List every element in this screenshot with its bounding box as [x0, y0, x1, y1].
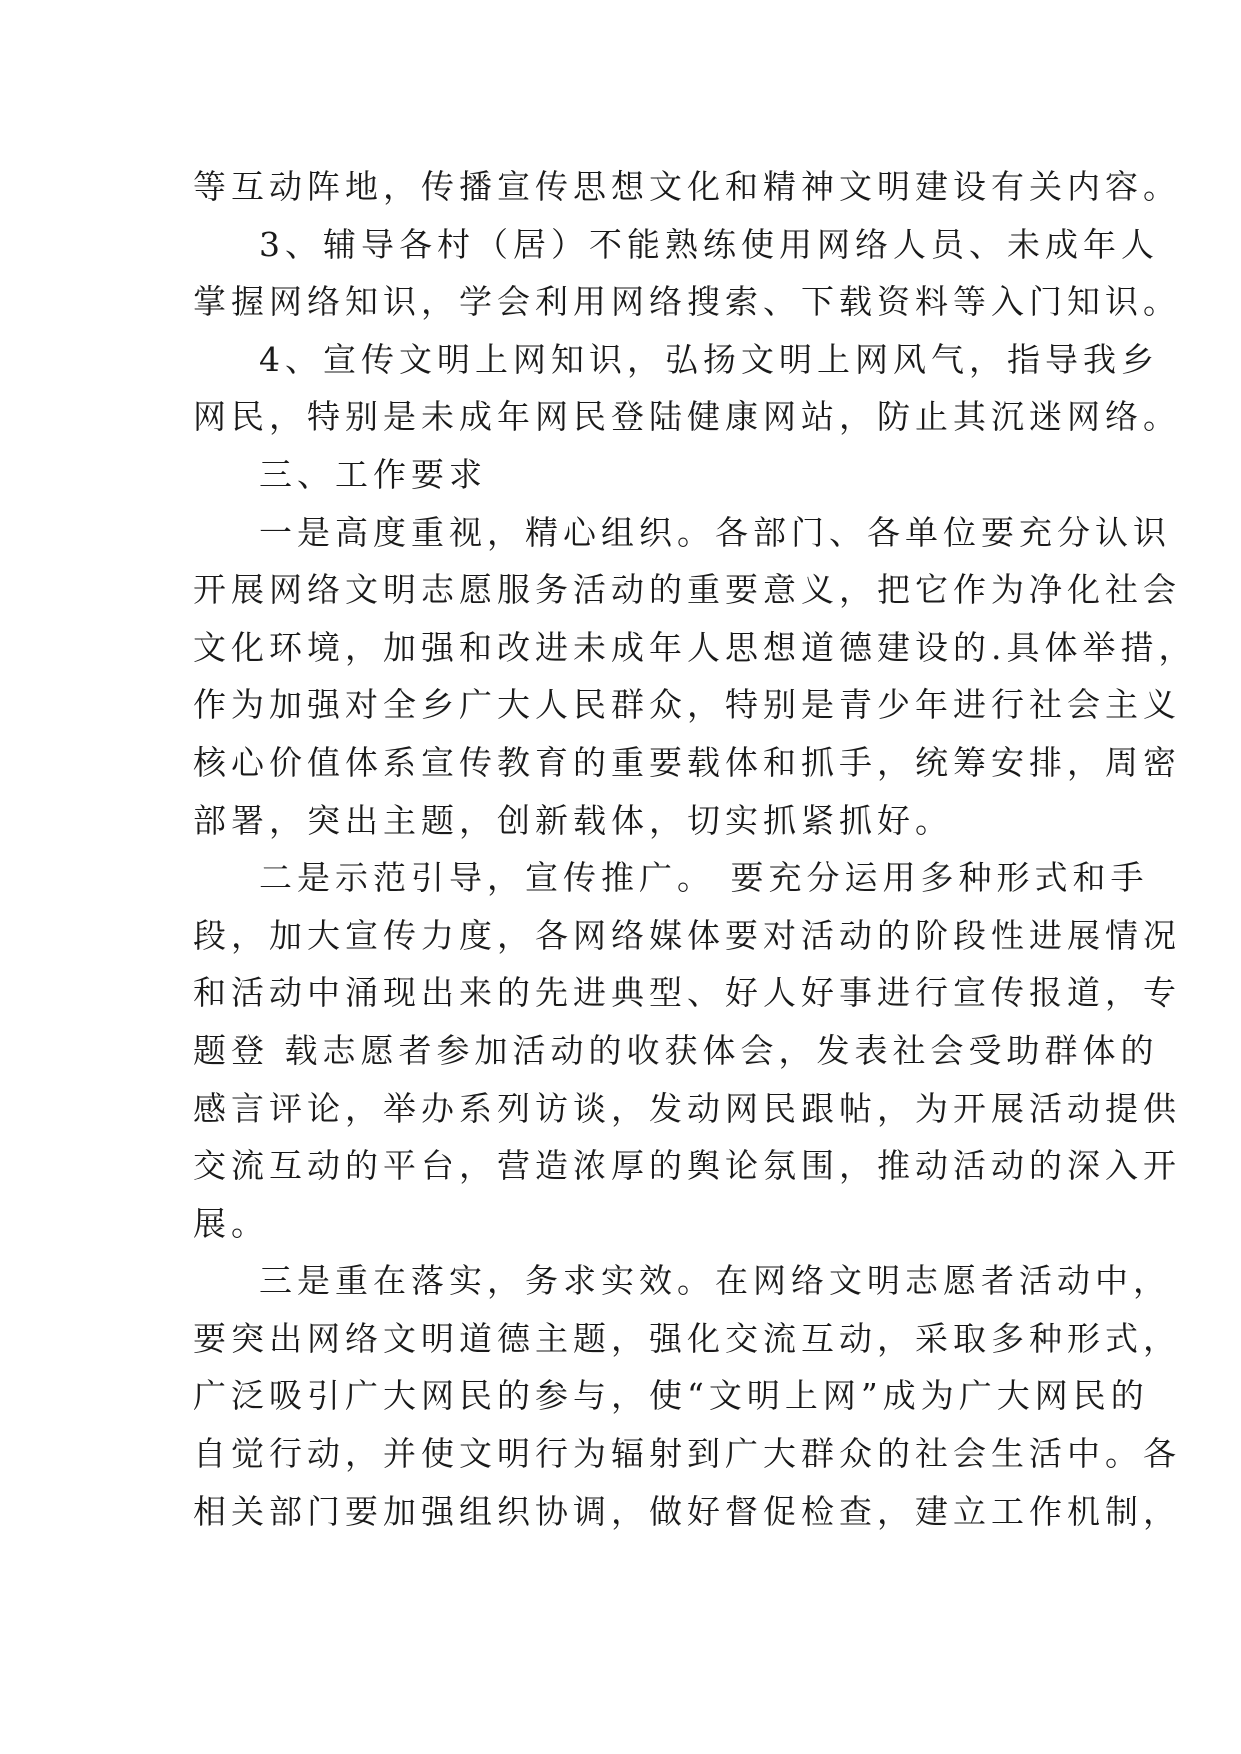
paragraph-line: 要突出网络文明道德主题，强化交流互动，采取多种形式， — [193, 1318, 1181, 1358]
paragraph-line: 开展网络文明志愿服务活动的重要意义，把它作为净化社会 — [193, 570, 1181, 610]
paragraph-line: 文化环境，加强和改进未成年人思想道德建设的.具体举措， — [193, 627, 1197, 667]
paragraph-line: 展。 — [193, 1203, 269, 1243]
paragraph-line: 题登 载志愿者参加活动的收获体会，发表社会受助群体的 — [193, 1030, 1159, 1070]
paragraph-line: 等互动阵地，传播宣传思想文化和精神文明建设有关内容。 — [193, 167, 1181, 206]
paragraph-line: 段，加大宣传力度，各网络媒体要对活动的阶段性进展情况 — [193, 915, 1181, 955]
paragraph-first-line: 一是高度重视，精心组织。各部门、各单位要充分认识 — [259, 512, 1171, 552]
paragraph-first-line: 4、宣传文明上网知识，弘扬文明上网风气，指导我乡 — [259, 339, 1159, 379]
paragraph-line: 交流互动的平台，营造浓厚的舆论氛围，推动活动的深入开 — [193, 1146, 1181, 1186]
paragraph-line: 和活动中涌现出来的先进典型、好人好事进行宣传报道，专 — [193, 973, 1181, 1013]
paragraph-line: 作为加强对全乡广大人民群众，特别是青少年进行社会主义 — [193, 685, 1181, 725]
paragraph-line: 掌握网络知识，学会利用网络搜索、下载资料等入门知识。 — [193, 282, 1181, 322]
paragraph-line: 网民，特别是未成年网民登陆健康网站，防止其沉迷网络。 — [193, 397, 1181, 437]
paragraph-first-line: 二是示范引导，宣传推广。 要充分运用多种形式和手 — [259, 858, 1149, 898]
paragraph-line: 核心价值体系宣传教育的重要载体和抓手，统筹安排，周密 — [193, 742, 1181, 782]
paragraph-line: 部署，突出主题，创新载体，切实抓紧抓好。 — [193, 800, 953, 840]
paragraph-line: 相关部门要加强组织协调，做好督促检查，建立工作机制， — [193, 1491, 1181, 1531]
paragraph-first-line: 三是重在落实，务求实效。在网络文明志愿者活动中， — [259, 1261, 1171, 1301]
document-body — [193, 158, 1197, 1540]
paragraph-line: 感言评论，举办系列访谈，发动网民跟帖，为开展活动提供 — [193, 1088, 1181, 1128]
paragraph-first-line: 三、工作要求 — [259, 454, 487, 494]
paragraph-line: 广泛吸引广大网民的参与，使“文明上网”成为广大网民的 — [193, 1376, 1149, 1416]
paragraph-line: 自觉行动，并使文明行为辐射到广大群众的社会生活中。各 — [193, 1434, 1181, 1474]
paragraph-first-line: 3、辅导各村（居）不能熟练使用网络人员、未成年人 — [259, 224, 1159, 264]
